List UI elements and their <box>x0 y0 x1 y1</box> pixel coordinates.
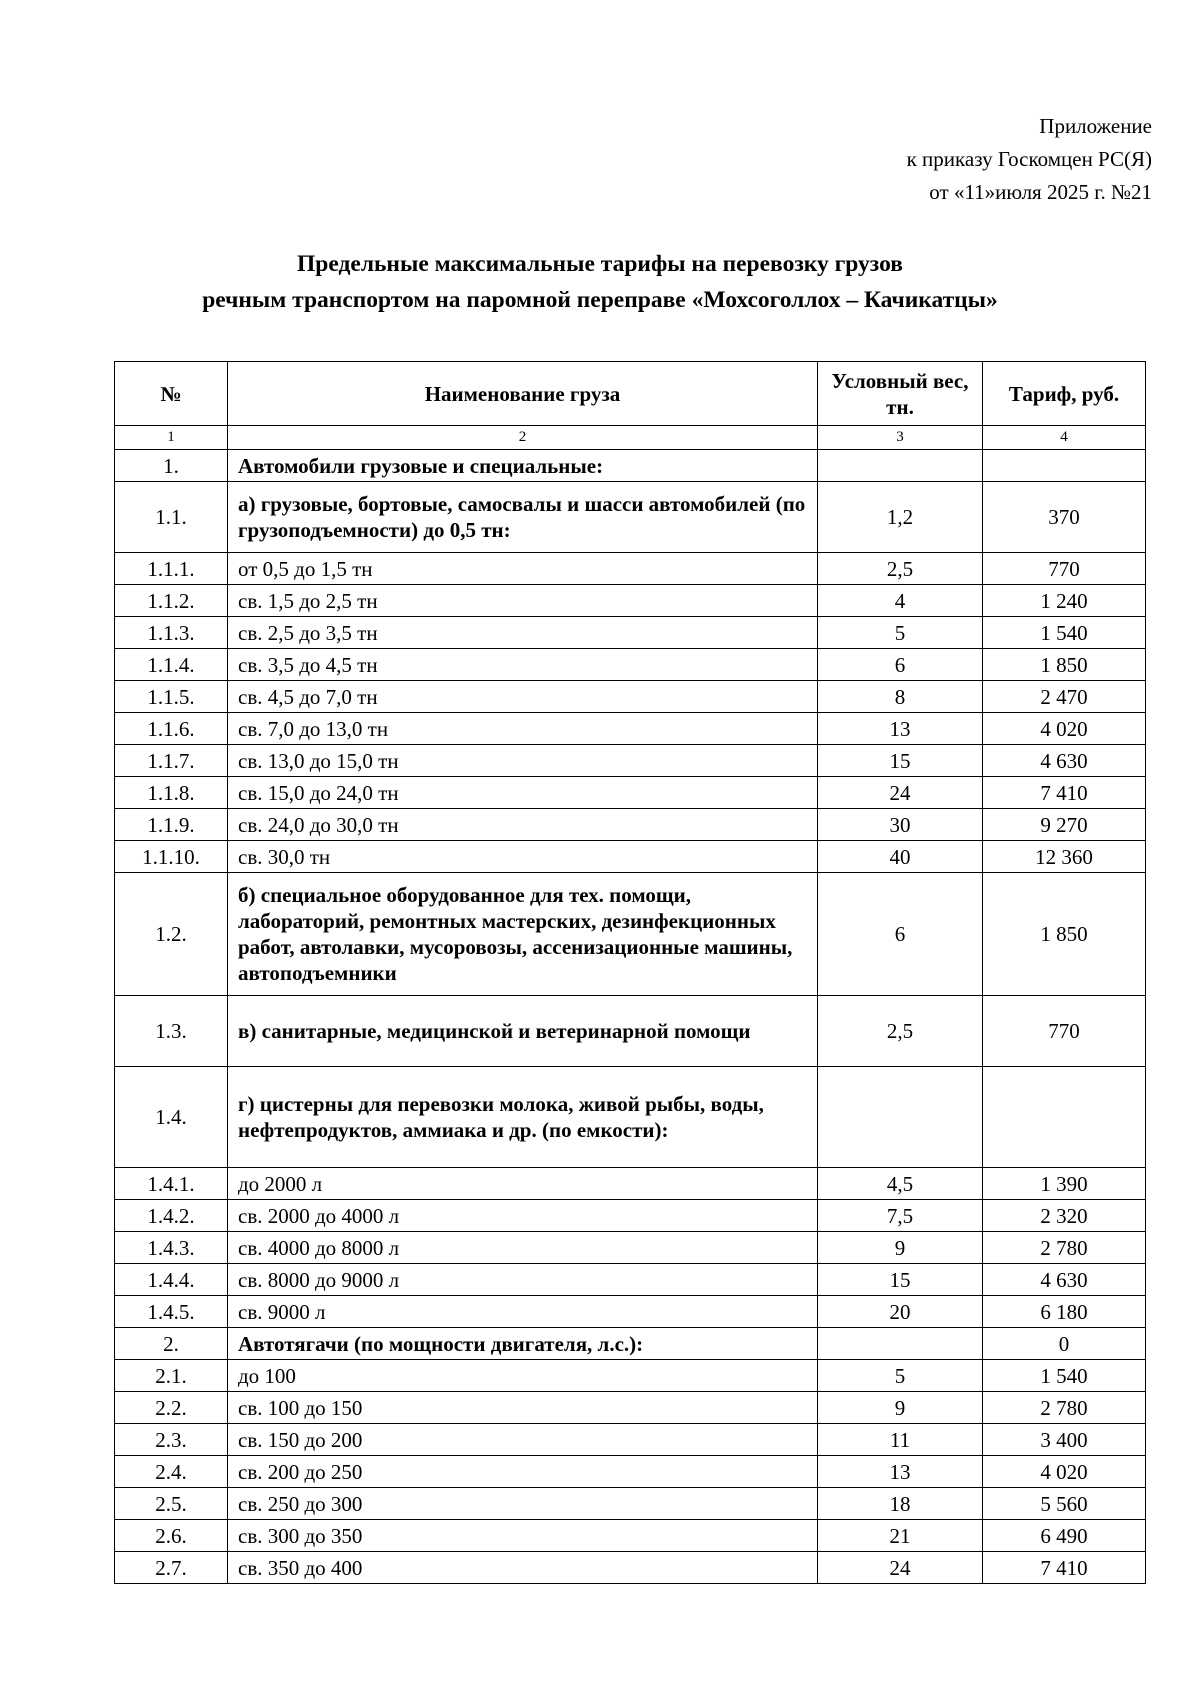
column-number-row <box>115 426 1146 450</box>
row-number: 1.1. <box>115 482 228 553</box>
cargo-weight: 15 <box>818 745 983 777</box>
cargo-weight: 24 <box>818 777 983 809</box>
cargo-name: св. 300 до 350 <box>228 1520 818 1552</box>
column-number: 3 <box>818 426 983 450</box>
cargo-tariff: 5 560 <box>983 1488 1146 1520</box>
table-row <box>115 585 1146 617</box>
row-number: 1.2. <box>115 873 228 996</box>
header-weight: Условный вес, тн. <box>818 362 983 426</box>
cargo-weight <box>818 1328 983 1360</box>
cargo-name: Автомобили грузовые и специальные: <box>228 450 818 482</box>
cargo-weight: 6 <box>818 873 983 996</box>
cargo-name: св. 7,0 до 13,0 тн <box>228 713 818 745</box>
cargo-tariff: 1 540 <box>983 1360 1146 1392</box>
cargo-name: б) специальное оборудованное для тех. помощи, лабораторий, ремонтных мастерских, дезинфекционных работ, автолавки, мусоровозы, ассенизационные машины, автоподъемники <box>228 873 818 996</box>
table-row <box>115 1360 1146 1392</box>
cargo-weight: 9 <box>818 1232 983 1264</box>
row-number: 1.3. <box>115 996 228 1067</box>
cargo-weight: 2,5 <box>818 996 983 1067</box>
row-number: 1.1.9. <box>115 809 228 841</box>
row-number: 1.1.4. <box>115 649 228 681</box>
table-row <box>115 1328 1146 1360</box>
row-number: 1.4. <box>115 1067 228 1168</box>
table-row <box>115 1456 1146 1488</box>
cargo-tariff: 3 400 <box>983 1424 1146 1456</box>
cargo-weight <box>818 450 983 482</box>
cargo-weight: 30 <box>818 809 983 841</box>
row-number: 1.4.4. <box>115 1264 228 1296</box>
title-line: речным транспортом на паромной переправе «Мохсоголлох – Качикатцы» <box>202 287 998 313</box>
cargo-weight: 13 <box>818 713 983 745</box>
cargo-weight: 2,5 <box>818 553 983 585</box>
cargo-weight: 7,5 <box>818 1200 983 1232</box>
appendix-line: к приказу Госкомцен РС(Я) <box>906 147 1152 171</box>
table-row <box>115 1067 1146 1168</box>
cargo-tariff: 4 630 <box>983 1264 1146 1296</box>
cargo-name: св. 8000 до 9000 л <box>228 1264 818 1296</box>
row-number: 1.1.2. <box>115 585 228 617</box>
cargo-weight: 40 <box>818 841 983 873</box>
cargo-weight: 1,2 <box>818 482 983 553</box>
cargo-tariff: 1 540 <box>983 617 1146 649</box>
table-row <box>115 809 1146 841</box>
row-number: 1.4.5. <box>115 1296 228 1328</box>
table-row <box>115 1520 1146 1552</box>
table-row <box>115 1552 1146 1584</box>
cargo-weight: 20 <box>818 1296 983 1328</box>
table-header-row <box>115 362 1146 426</box>
cargo-tariff: 7 410 <box>983 777 1146 809</box>
row-number: 1.4.2. <box>115 1200 228 1232</box>
row-number: 1.1.1. <box>115 553 228 585</box>
cargo-tariff: 4 630 <box>983 745 1146 777</box>
cargo-weight: 5 <box>818 1360 983 1392</box>
header-cargo-name: Наименование груза <box>228 362 818 426</box>
row-number: 1.4.1. <box>115 1168 228 1200</box>
column-number: 1 <box>115 426 228 450</box>
cargo-weight: 18 <box>818 1488 983 1520</box>
cargo-name: св. 24,0 до 30,0 тн <box>228 809 818 841</box>
table-row <box>115 996 1146 1067</box>
cargo-tariff: 6 180 <box>983 1296 1146 1328</box>
row-number: 2.7. <box>115 1552 228 1584</box>
cargo-name: св. 3,5 до 4,5 тн <box>228 649 818 681</box>
cargo-name: от 0,5 до 1,5 тн <box>228 553 818 585</box>
cargo-name: г) цистерны для перевозки молока, живой рыбы, воды, нефтепродуктов, аммиака и др. (по емкости): <box>228 1067 818 1168</box>
row-number: 2.6. <box>115 1520 228 1552</box>
cargo-name: св. 2,5 до 3,5 тн <box>228 617 818 649</box>
cargo-weight: 24 <box>818 1552 983 1584</box>
appendix-line: Приложение <box>1039 114 1152 138</box>
cargo-weight: 8 <box>818 681 983 713</box>
cargo-name: Автотягачи (по мощности двигателя, л.с.): <box>228 1328 818 1360</box>
table-row <box>115 1168 1146 1200</box>
table-row <box>115 617 1146 649</box>
cargo-weight: 4,5 <box>818 1168 983 1200</box>
table-row <box>115 450 1146 482</box>
cargo-name: св. 250 до 300 <box>228 1488 818 1520</box>
row-number: 1. <box>115 450 228 482</box>
column-number: 2 <box>228 426 818 450</box>
row-number: 1.1.8. <box>115 777 228 809</box>
cargo-weight <box>818 1067 983 1168</box>
table-row <box>115 745 1146 777</box>
tariff-table <box>114 361 1146 1584</box>
cargo-tariff: 770 <box>983 996 1146 1067</box>
cargo-tariff: 2 320 <box>983 1200 1146 1232</box>
cargo-tariff: 4 020 <box>983 1456 1146 1488</box>
row-number: 2.1. <box>115 1360 228 1392</box>
cargo-tariff: 1 240 <box>983 585 1146 617</box>
appendix-block <box>907 110 1152 209</box>
table-row <box>115 1488 1146 1520</box>
table-row <box>115 482 1146 553</box>
cargo-weight: 6 <box>818 649 983 681</box>
header-tariff: Тариф, руб. <box>983 362 1146 426</box>
cargo-tariff: 1 850 <box>983 649 1146 681</box>
cargo-weight: 5 <box>818 617 983 649</box>
cargo-tariff: 9 270 <box>983 809 1146 841</box>
cargo-name: св. 30,0 тн <box>228 841 818 873</box>
table-row <box>115 713 1146 745</box>
table-row <box>115 777 1146 809</box>
appendix-line: от «11»июля 2025 г. №21 <box>929 180 1152 204</box>
document-title <box>0 246 1200 318</box>
cargo-name: св. 2000 до 4000 л <box>228 1200 818 1232</box>
table-row <box>115 841 1146 873</box>
cargo-name: до 100 <box>228 1360 818 1392</box>
table-body <box>115 450 1146 1584</box>
table-row <box>115 1296 1146 1328</box>
cargo-tariff: 2 470 <box>983 681 1146 713</box>
cargo-name: в) санитарные, медицинской и ветеринарной помощи <box>228 996 818 1067</box>
cargo-weight: 21 <box>818 1520 983 1552</box>
table-row <box>115 681 1146 713</box>
title-line: Предельные максимальные тарифы на перевозку грузов <box>297 251 903 277</box>
cargo-tariff: 7 410 <box>983 1552 1146 1584</box>
row-number: 2.3. <box>115 1424 228 1456</box>
row-number: 2.5. <box>115 1488 228 1520</box>
header-number: № <box>115 362 228 426</box>
cargo-tariff: 1 390 <box>983 1168 1146 1200</box>
cargo-name: св. 13,0 до 15,0 тн <box>228 745 818 777</box>
table-row <box>115 1232 1146 1264</box>
table-row <box>115 1424 1146 1456</box>
cargo-name: а) грузовые, бортовые, самосвалы и шасси автомобилей (по грузоподъемности) до 0,5 тн: <box>228 482 818 553</box>
cargo-tariff <box>983 450 1146 482</box>
cargo-name: св. 150 до 200 <box>228 1424 818 1456</box>
row-number: 1.1.3. <box>115 617 228 649</box>
row-number: 1.1.6. <box>115 713 228 745</box>
row-number: 1.1.10. <box>115 841 228 873</box>
row-number: 1.4.3. <box>115 1232 228 1264</box>
cargo-name: св. 15,0 до 24,0 тн <box>228 777 818 809</box>
cargo-name: св. 350 до 400 <box>228 1552 818 1584</box>
cargo-weight: 11 <box>818 1424 983 1456</box>
cargo-tariff: 12 360 <box>983 841 1146 873</box>
cargo-name: св. 4,5 до 7,0 тн <box>228 681 818 713</box>
cargo-tariff: 6 490 <box>983 1520 1146 1552</box>
row-number: 2.4. <box>115 1456 228 1488</box>
cargo-weight: 13 <box>818 1456 983 1488</box>
cargo-tariff <box>983 1067 1146 1168</box>
cargo-tariff: 0 <box>983 1328 1146 1360</box>
cargo-tariff: 370 <box>983 482 1146 553</box>
cargo-name: св. 100 до 150 <box>228 1392 818 1424</box>
table-row <box>115 649 1146 681</box>
table-row <box>115 553 1146 585</box>
cargo-tariff: 770 <box>983 553 1146 585</box>
cargo-tariff: 1 850 <box>983 873 1146 996</box>
table-row <box>115 1200 1146 1232</box>
cargo-tariff: 2 780 <box>983 1232 1146 1264</box>
row-number: 2.2. <box>115 1392 228 1424</box>
cargo-tariff: 4 020 <box>983 713 1146 745</box>
cargo-name: до 2000 л <box>228 1168 818 1200</box>
row-number: 1.1.5. <box>115 681 228 713</box>
table-row <box>115 1264 1146 1296</box>
cargo-weight: 15 <box>818 1264 983 1296</box>
cargo-name: св. 9000 л <box>228 1296 818 1328</box>
row-number: 1.1.7. <box>115 745 228 777</box>
cargo-name: св. 1,5 до 2,5 тн <box>228 585 818 617</box>
table-row <box>115 873 1146 996</box>
cargo-weight: 4 <box>818 585 983 617</box>
table-row <box>115 1392 1146 1424</box>
cargo-name: св. 200 до 250 <box>228 1456 818 1488</box>
cargo-tariff: 2 780 <box>983 1392 1146 1424</box>
cargo-weight: 9 <box>818 1392 983 1424</box>
column-number: 4 <box>983 426 1146 450</box>
row-number: 2. <box>115 1328 228 1360</box>
cargo-name: св. 4000 до 8000 л <box>228 1232 818 1264</box>
